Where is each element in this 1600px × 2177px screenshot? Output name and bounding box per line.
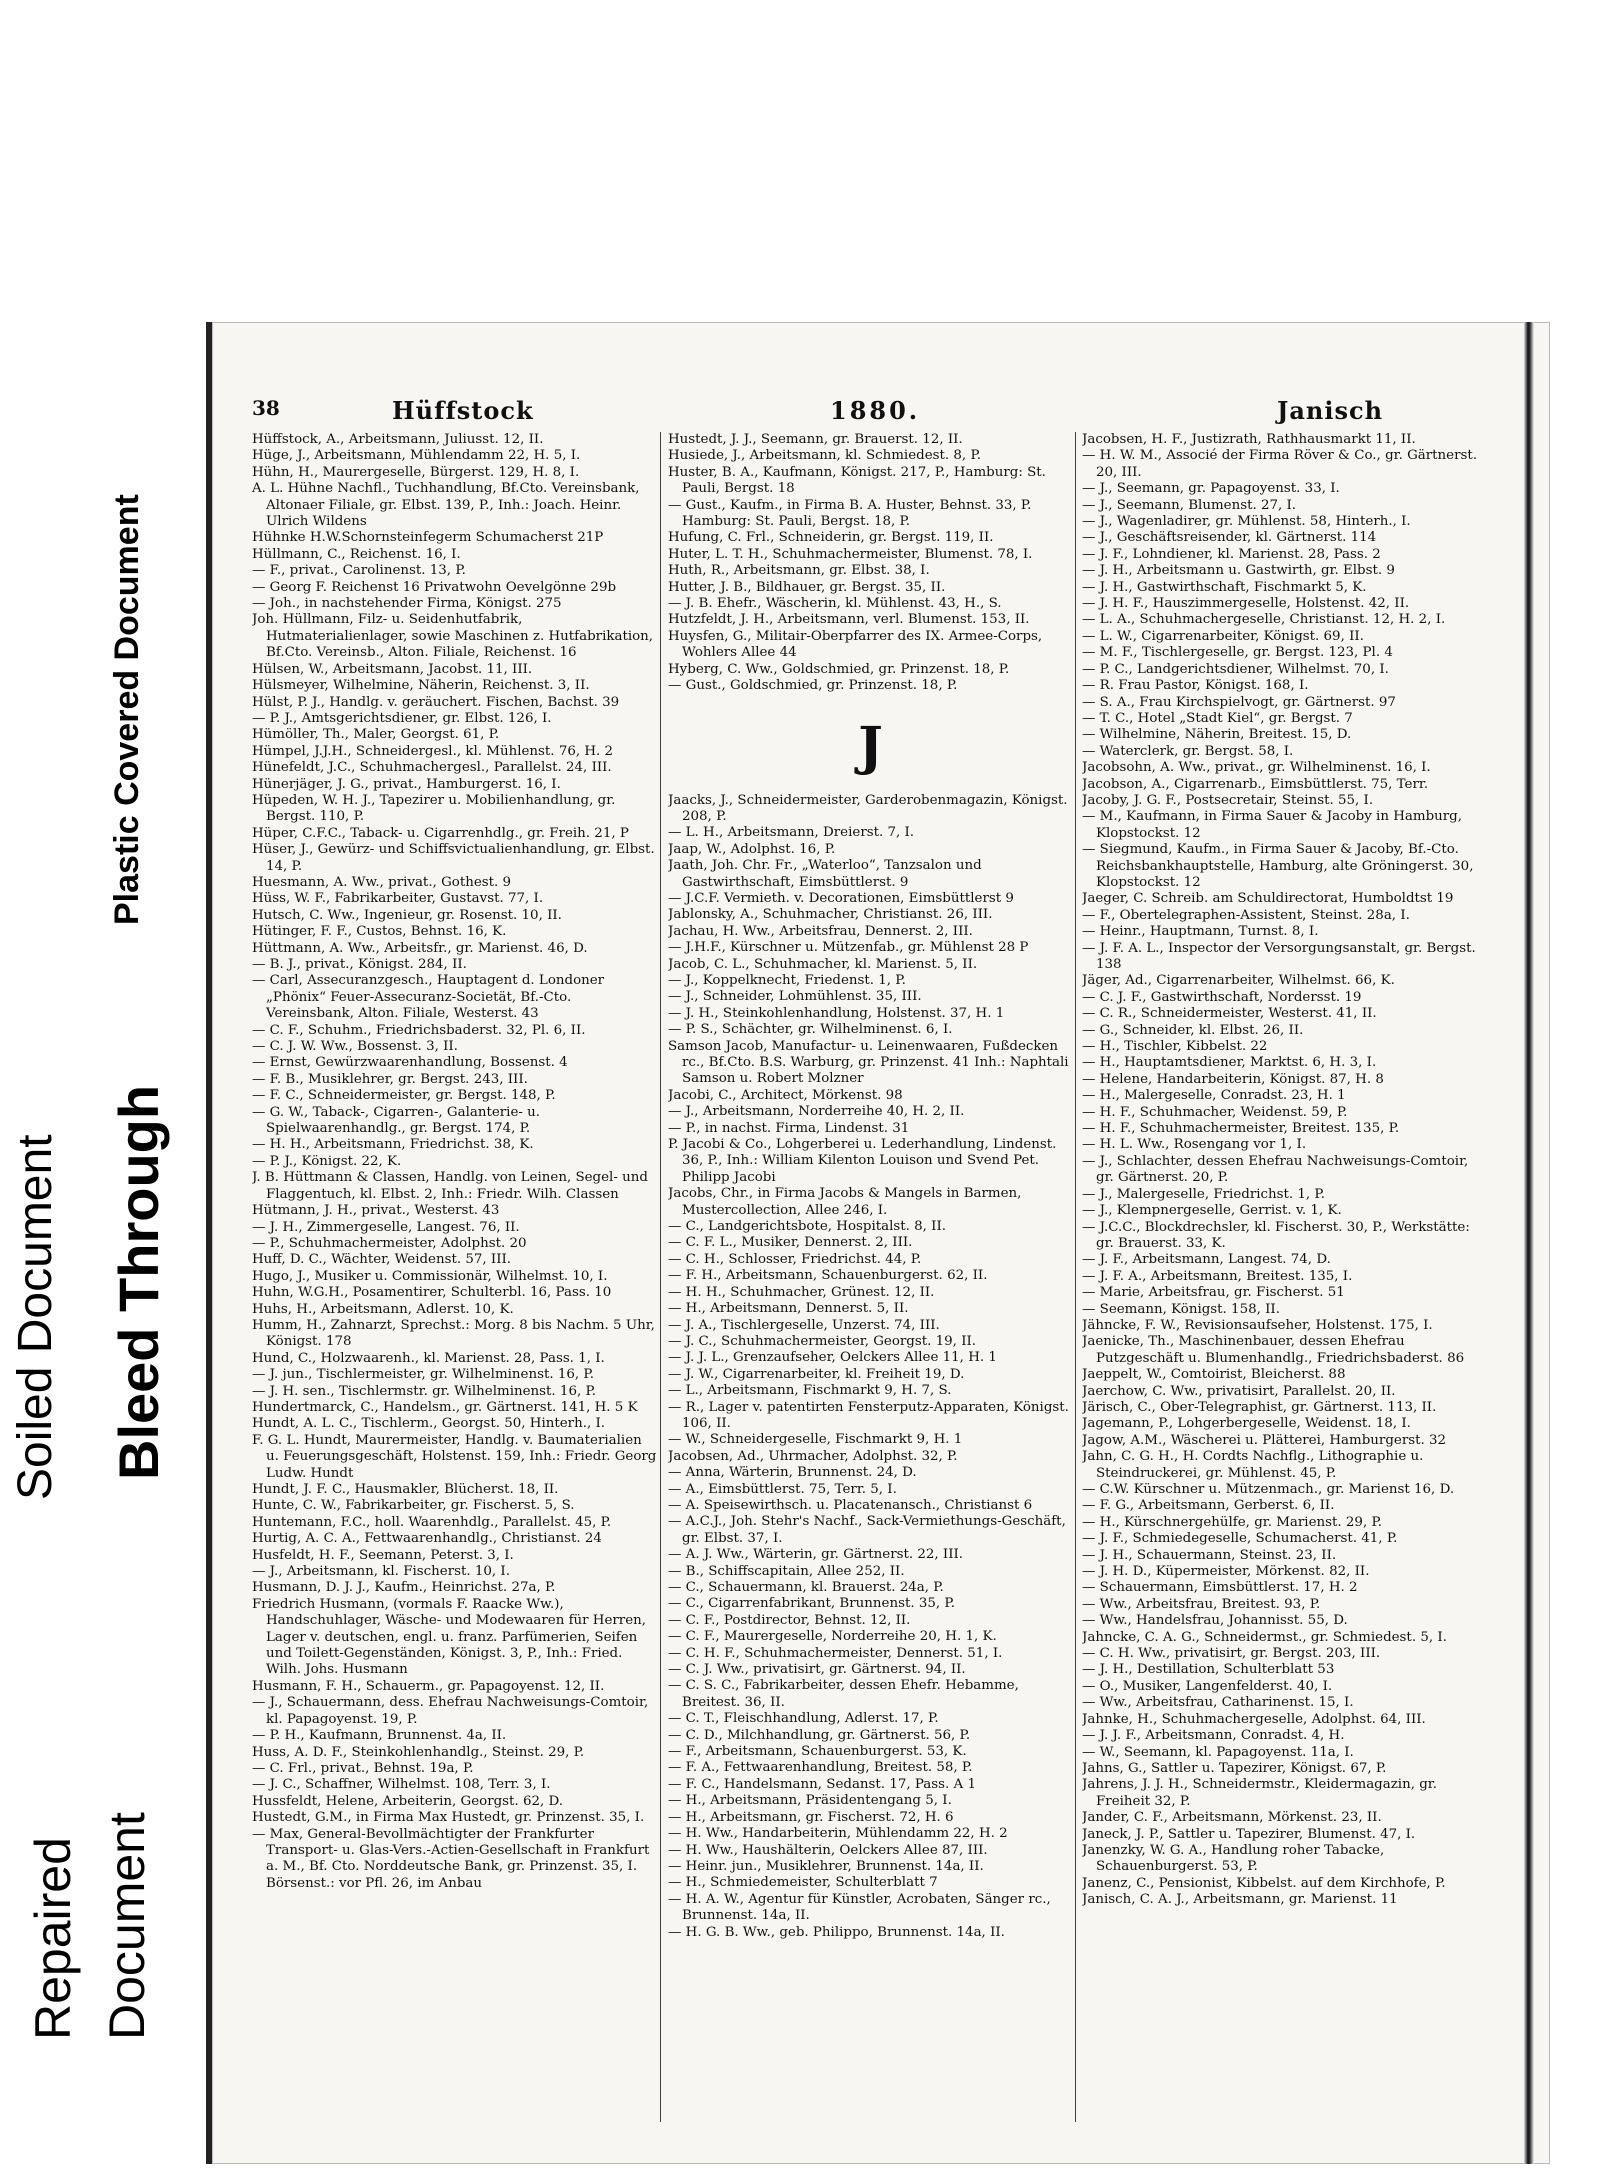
directory-entry: — J., Schauermann, dess. Ehefrau Nachweisungs-Comtoir, kl. Papagoyenst. 19, P. xyxy=(252,1695,649,1727)
directory-entry: Humm, H., Zahnarzt, Sprechst.: Morg. 8 bis Nachm. 5 Uhr, Königst. 178 xyxy=(252,1317,655,1350)
directory-entry: — Carl, Assecuranzgesch., Hauptagent d. Londoner „Phönix“ Feuer-Assecuranz-Societät, Bf.-Cto. Vereinsbank, Alton. Filiale, Westerst. 43 xyxy=(252,973,605,1022)
directory-entry: — H. L. Ww., Rosengang vor 1, I. xyxy=(1082,1137,1307,1153)
directory-entry: — H. Ww., Handarbeiterin, Mühlendamm 22, H. 2 xyxy=(668,1826,1008,1842)
directory-entry: — H., Arbeitsmann, Präsidentengang 5, I. xyxy=(668,1793,952,1809)
scanned-page xyxy=(206,322,1550,2164)
directory-entry: Jahrens, J. J. H., Schneidermstr., Kleidermagazin, gr. Freiheit 32, P. xyxy=(1082,1777,1437,1809)
header-year: 1880. xyxy=(830,396,921,425)
directory-entry: — H., Arbeitsmann, gr. Fischerst. 72, H. 6 xyxy=(668,1809,954,1825)
directory-entry: — Heinr. jun., Musiklehrer, Brunnenst. 14a, II. xyxy=(668,1858,984,1874)
directory-entry: — C. F. L., Musiker, Dennerst. 2, III. xyxy=(668,1235,913,1251)
directory-entry: — A. Speisewirthsch. u. Placatenansch., Christianst 6 xyxy=(668,1497,1033,1513)
column-3 xyxy=(1082,432,1482,2132)
directory-entry: Huster, B. A., Kaufmann, Königst. 217, P., Hamburg: St. Pauli, Bergst. 18 xyxy=(668,464,1046,497)
directory-entry: — M., Kaufmann, in Firma Sauer & Jacoby in Hamburg, Klopstockst. 12 xyxy=(1082,809,1463,841)
directory-entry: — J., Schneider, Lohmühlenst. 35, III. xyxy=(668,989,922,1005)
directory-entry: — C. D., Milchhandlung, gr. Gärtnerst. 56, P. xyxy=(668,1727,971,1743)
directory-entry: Hülsen, W., Arbeitsmann, Jacobst. 11, III. xyxy=(252,661,533,677)
directory-entry: Jagow, A.M., Wäscherei u. Plätterei, Hamburgerst. 32 xyxy=(1082,1432,1447,1448)
directory-entry: Hüffstock, A., Arbeitsmann, Juliusst. 12, II. xyxy=(252,432,544,447)
directory-entry: Huesmann, A. Ww., privat., Gothest. 9 xyxy=(252,874,512,890)
directory-entry: — C. H. F., Schuhmachermeister, Dennerst. 51, I. xyxy=(668,1645,1003,1661)
directory-entry: — J., Geschäftsreisender, kl. Gärtnerst. 114 xyxy=(1082,530,1377,546)
directory-entry: Jähncke, F. W., Revisionsaufseher, Holstenst. 175, I. xyxy=(1082,1317,1433,1333)
directory-entry: Hundertmarck, C., Handelsm., gr. Gärtnerst. 141, H. 5 K xyxy=(252,1399,638,1415)
directory-entry: Hutzfeldt, J. H., Arbeitsmann, verl. Blumenst. 153, II. xyxy=(668,612,1030,628)
directory-entry: — J.H.F., Kürschner u. Mützenfab., gr. Mühlenst 28 P xyxy=(668,940,1029,956)
directory-entry: — Ww., Arbeitsfrau, Catharinenst. 15, I. xyxy=(1082,1695,1354,1711)
directory-entry: — Marie, Arbeitsfrau, gr. Fischerst. 51 xyxy=(1082,1285,1345,1301)
page-header xyxy=(252,396,1482,430)
directory-entry: — C. T., Fleischhandlung, Adlerst. 17, P. xyxy=(668,1711,939,1727)
column-divider xyxy=(660,432,661,2122)
directory-entry: Jaeger, C. Schreib. am Schuldirectorat, Humboldtst 19 xyxy=(1082,891,1454,907)
directory-entry: Huth, R., Arbeitsmann, gr. Elbst. 38, I. xyxy=(668,563,930,579)
directory-entry: Hüllmann, C., Reichenst. 16, I. xyxy=(252,546,461,562)
page-number: 38 xyxy=(252,396,280,420)
directory-entry: — C.W. Kürschner u. Mützenmach., gr. Marienst 16, D. xyxy=(1082,1482,1455,1497)
directory-entry: Hufung, C. Frl., Schneiderin, gr. Bergst. 119, II. xyxy=(668,530,994,546)
directory-entry: — H., Arbeitsmann, Dennerst. 5, II. xyxy=(668,1301,909,1317)
directory-entry: — J. H. F., Hauszimmergeselle, Holstenst. 42, II. xyxy=(1082,596,1410,612)
directory-entry: — Gust., Kaufm., in Firma B. A. Huster, Behnst. 33, P. Hamburg: St. Pauli, Bergst. 18, P. xyxy=(668,497,1032,530)
directory-entry: — J., Seemann, gr. Papagoyenst. 33, I. xyxy=(1082,481,1340,497)
directory-entry: — J. H., Zimmergeselle, Langest. 76, II. xyxy=(252,1219,520,1235)
directory-entry: Hundt, A. L. C., Tischlerm., Georgst. 50, Hinterh., I. xyxy=(252,1416,606,1432)
directory-entry: — F. A., Fettwaarenhandlung, Breitest. 58, P. xyxy=(668,1760,973,1776)
directory-entry: — H. H., Schuhmacher, Grünest. 12, II. xyxy=(668,1284,935,1300)
directory-entry: — Max, General-Bevollmächtigter der Frankfurter Transport- u. Glas-Vers.-Actien-Gesellschaft in Frankfurt a. M., Bf. Cto. Norddeutsche Bank, gr. Prinzenst. 35, I. Börsenst.: vor Pfl. 26, im Anbau xyxy=(252,1826,650,1891)
directory-entry: — J., Klempnergeselle, Gerrist. v. 1, K. xyxy=(1082,1203,1342,1219)
directory-entry: — J. F., Lohndiener, kl. Marienst. 28, Pass. 2 xyxy=(1082,546,1381,562)
header-left-word: Hüffstock xyxy=(392,396,534,425)
directory-entry: — W., Schneidergeselle, Fischmarkt 9, H. 1 xyxy=(668,1432,963,1448)
directory-entry: Jaenicke, Th., Maschinenbauer, dessen Ehefrau Putzgeschäft u. Blumenhandlg., Friedrichsbaderst. 86 xyxy=(1082,1334,1465,1366)
column-2 xyxy=(668,432,1073,2132)
directory-entry: — A., Eimsbüttlerst. 75, Terr. 5, I. xyxy=(668,1481,897,1497)
directory-entry: Hülsmeyer, Wilhelmine, Näherin, Reichenst. 3, II. xyxy=(252,678,590,694)
directory-entry: — B., Schiffscapitain, Allee 252, II. xyxy=(668,1563,905,1579)
directory-entry: Hünerjäger, J. G., privat., Hamburgerst. 16, I. xyxy=(252,776,561,792)
directory-entry: Hümpel, J.J.H., Schneidergesl., kl. Mühlenst. 76, H. 2 xyxy=(252,743,614,759)
side-label-document: Document xyxy=(99,1812,155,2040)
directory-entry: Jaath, Joh. Chr. Fr., „Waterloo“, Tanzsalon und Gastwirthschaft, Eimsbüttlerst. 9 xyxy=(668,858,982,890)
directory-entry: Jacobi, C., Architect, Mörkenst. 98 xyxy=(668,1087,903,1103)
directory-entry: Jäger, Ad., Cigarrenarbeiter, Wilhelmst. 66, K. xyxy=(1082,973,1395,989)
directory-entry: Jaeppelt, W., Comtoirist, Bleicherst. 88 xyxy=(1082,1367,1346,1383)
directory-entry: — J. H., Gastwirthschaft, Fischmarkt 5, K. xyxy=(1082,579,1367,595)
directory-entry: Huhn, W.G.H., Posamentirer, Schulterbl. 16, Pass. 10 xyxy=(252,1285,612,1301)
directory-entry: Husfeldt, H. F., Seemann, Peterst. 3, I. xyxy=(252,1547,514,1563)
directory-entry: — G. W., Taback-, Cigarren-, Galanterie- u. Spielwaarenhandlg., gr. Bergst. 174, P. xyxy=(252,1104,541,1137)
directory-entry: Hund, C., Holzwaarenh., kl. Marienst. 28, Pass. 1, I. xyxy=(252,1350,605,1366)
directory-entry: Jaap, W., Adolphst. 16, P. xyxy=(668,841,836,857)
directory-entry: Jahn, C. G. H., H. Cordts Nachflg., Lithographie u. Steindruckerei, gr. Mühlenst. 45, P. xyxy=(1082,1449,1424,1481)
directory-entry: — J. jun., Tischlermeister, gr. Wilhelminenst. 16, P. xyxy=(252,1367,594,1383)
directory-entry: Jahns, G., Sattler u. Tapezirer, Königst. 67, P. xyxy=(1082,1760,1387,1776)
directory-entry: — J. F., Schmiedegeselle, Schumacherst. 41, P. xyxy=(1082,1531,1398,1547)
directory-entry: — P. H., Kaufmann, Brunnenst. 4a, II. xyxy=(252,1728,507,1744)
directory-entry: — Wilhelmine, Näherin, Breitest. 15, D. xyxy=(1082,727,1352,743)
column-1 xyxy=(252,432,657,2132)
directory-entry: — Seemann, Königst. 158, II. xyxy=(1082,1301,1280,1317)
directory-entry: Hurtig, A. C. A., Fettwaarenhandlg., Christianst. 24 xyxy=(252,1531,602,1547)
directory-entry: — Anna, Wärterin, Brunnenst. 24, D. xyxy=(668,1465,917,1481)
directory-entry: Huter, L. T. H., Schuhmachermeister, Blumenst. 78, I. xyxy=(668,546,1033,562)
directory-entry: — P., in nachst. Firma, Lindenst. 31 xyxy=(668,1120,910,1136)
directory-entry: — J., Arbeitsmann, Norderreihe 40, H. 2, II. xyxy=(668,1104,965,1120)
directory-entry: — J. A., Tischlergeselle, Unzerst. 74, III. xyxy=(668,1317,940,1333)
directory-entry: — H. G. B. Ww., geb. Philippo, Brunnenst. 14a, II. xyxy=(668,1924,1005,1940)
directory-entry: Jacobsen, H. F., Justizrath, Rathhausmarkt 11, II. xyxy=(1082,432,1416,447)
directory-entry: — J., Seemann, Blumenst. 27, I. xyxy=(1082,497,1297,513)
directory-entry: Hüper, C.F.C., Taback- u. Cigarrenhdlg., gr. Freih. 21, P xyxy=(252,825,629,841)
directory-entry: — C. H., Schlosser, Friedrichst. 44, P. xyxy=(668,1251,922,1267)
directory-entry: — F., Obertelegraphen-Assistent, Steinst. 28a, I. xyxy=(1082,907,1410,923)
directory-entry: Jaacks, J., Schneidermeister, Garderobenmagazin, Königst. 208, P. xyxy=(668,792,1068,824)
directory-entry: Jacobsohn, A. Ww., privat., gr. Wilhelminenst. 16, I. xyxy=(1082,760,1431,776)
directory-entry: — F. B., Musiklehrer, gr. Bergst. 243, III. xyxy=(252,1071,528,1087)
directory-page xyxy=(252,396,1482,2136)
directory-entry: Hüser, J., Gewürz- und Schiffsvictualienhandlung, gr. Elbst. 14, P. xyxy=(252,842,655,874)
directory-entry: — J. J. F., Arbeitsmann, Conradst. 4, H. xyxy=(1082,1728,1345,1744)
directory-entry: — J., Koppelknecht, Friedenst. 1, P. xyxy=(668,972,906,988)
directory-entry: Hühnke H.W.Schornsteinfegerm Schumacherst 21P xyxy=(252,530,604,546)
side-label-soiled: Soiled Document xyxy=(9,1134,62,1500)
directory-entry: — Joh., in nachstehender Firma, Königst. 275 xyxy=(252,596,562,612)
directory-entry: — H., Tischler, Kibbelst. 22 xyxy=(1082,1039,1268,1055)
directory-entry: — R. Frau Pastor, Königst. 168, I. xyxy=(1082,678,1309,694)
directory-entry: Huhs, H., Arbeitsmann, Adlerst. 10, K. xyxy=(252,1301,514,1317)
directory-entry: Jacobson, A., Cigarrenarb., Eimsbüttlerst. 75, Terr. xyxy=(1082,776,1429,792)
directory-entry: Hümöller, Th., Maler, Georgst. 61, P. xyxy=(252,727,500,743)
directory-entry: — Georg F. Reichenst 16 Privatwohn Oevelgönne 29b xyxy=(252,579,617,595)
directory-entry: — J., Wagenladirer, gr. Mühlenst. 58, Hinterh., I. xyxy=(1082,514,1411,530)
directory-entry: — J., Arbeitsmann, kl. Fischerst. 10, I. xyxy=(252,1564,510,1580)
directory-entry: — F. G., Arbeitsmann, Gerberst. 6, II. xyxy=(1082,1498,1335,1514)
directory-entry: — L. H., Arbeitsmann, Dreierst. 7, I. xyxy=(668,825,915,841)
directory-entry: — C. R., Schneidermeister, Westerst. 41, II. xyxy=(1082,1006,1377,1022)
directory-entry: — C., Cigarrenfabrikant, Brunnenst. 35, P. xyxy=(668,1596,955,1612)
directory-entry: — P., Schuhmachermeister, Adolphst. 20 xyxy=(252,1235,527,1251)
directory-entry: Hutter, J. B., Bildhauer, gr. Bergst. 35, II. xyxy=(668,579,946,595)
directory-entry: — H. W. M., Associé der Firma Röver & Co., gr. Gärtnerst. 20, III. xyxy=(1082,448,1478,480)
directory-entry: — H. Ww., Haushälterin, Oelckers Allee 87, III. xyxy=(668,1842,988,1858)
directory-entry: — L. W., Cigarrenarbeiter, Königst. 69, II. xyxy=(1082,628,1364,644)
directory-entry: — J.C.C., Blockdrechsler, kl. Fischerst. 30, P., Werkstätte: gr. Brauerst. 33, K. xyxy=(1082,1219,1470,1251)
directory-entry: — Waterclerk, gr. Bergst. 58, I. xyxy=(1082,743,1294,759)
directory-entry: — J. B. Ehefr., Wäscherin, kl. Mühlenst. 43, H., S. xyxy=(668,596,1002,612)
directory-entry: Jacob, C. L., Schuhmacher, kl. Marienst. 5, II. xyxy=(668,956,978,972)
directory-entry: Hutsch, C. Ww., Ingenieur, gr. Rosenst. 10, II. xyxy=(252,907,562,923)
directory-entry: — J.C.F. Vermieth. v. Decorationen, Eimsbüttlerst 9 xyxy=(668,890,1014,906)
directory-entry: — Ww., Handelsfrau, Johannisst. 55, D. xyxy=(1082,1613,1348,1629)
directory-entry: — Helene, Handarbeiterin, Königst. 87, H. 8 xyxy=(1082,1071,1384,1087)
directory-entry: — C. F., Postdirector, Behnst. 12, II. xyxy=(668,1612,911,1628)
directory-entry: Janeck, J. P., Sattler u. Tapezirer, Blumenst. 47, I. xyxy=(1082,1826,1416,1842)
directory-entry: Hüss, W. F., Fabrikarbeiter, Gustavst. 77, I. xyxy=(252,891,544,907)
entry-columns xyxy=(252,432,1482,2132)
directory-entry: — C. H. Ww., privatisirt, gr. Bergst. 203, III. xyxy=(1082,1646,1381,1662)
directory-entry: Jacobs, Chr., in Firma Jacobs & Mangels in Barmen, Mustercollection, Allee 246, I. xyxy=(668,1186,1022,1218)
directory-entry: — L. A., Schuhmachergeselle, Christianst. 12, H. 2, I. xyxy=(1082,612,1446,628)
directory-entry: — J. W., Cigarrenarbeiter, kl. Freiheit 19, D. xyxy=(668,1366,965,1382)
page-edge xyxy=(1524,322,1534,2164)
directory-entry: Jacobsen, Ad., Uhrmacher, Adolphst. 32, P. xyxy=(668,1448,958,1464)
directory-entry: Husmann, F. H., Schauerm., gr. Papagoyenst. 12, II. xyxy=(252,1678,605,1694)
directory-entry: P. Jacobi & Co., Lohgerberei u. Lederhandlung, Lindenst. 36, P., Inh.: William Kilenton Louison und Svend Pet. Philipp Jacobi xyxy=(668,1137,1057,1185)
directory-entry: — C., Landgerichtsbote, Hospitalst. 8, II. xyxy=(668,1219,947,1235)
directory-entry: — J. H. D., Küpermeister, Mörkenst. 82, II. xyxy=(1082,1564,1370,1580)
directory-entry: Hütinger, F. F., Custos, Behnst. 16, K. xyxy=(252,924,507,940)
directory-entry: — Siegmund, Kaufm., in Firma Sauer & Jacoby, Bf.-Cto. Reichsbankhauptstelle, Hamburg, alte Gröningerst. 30, Klopstockst. 12 xyxy=(1082,842,1474,890)
side-label-plastic: Plastic Covered Document xyxy=(108,494,146,925)
directory-entry: — C. J. F., Gastwirthschaft, Nordersst. 19 xyxy=(1082,989,1362,1005)
directory-entry: — J. C., Schaffner, Wilhelmst. 108, Terr. 3, I. xyxy=(252,1777,551,1793)
directory-entry: Hugo, J., Musiker u. Commissionär, Wilhelmst. 10, I. xyxy=(252,1268,608,1284)
directory-entry: — C. J. W. Ww., Bossenst. 3, II. xyxy=(252,1039,458,1055)
directory-entry: — P. C., Landgerichtsdiener, Wilhelmst. 70, I. xyxy=(1082,661,1389,677)
directory-entry: — C. J. Ww., privatisirt, gr. Gärtnerst. 94, II. xyxy=(668,1662,966,1678)
side-label-repaired: Repaired xyxy=(25,1837,81,2040)
directory-entry: Hüpeden, W. H. J., Tapezirer u. Mobilienhandlung, gr. Bergst. 110, P. xyxy=(252,792,616,825)
directory-entry: — H., Kürschnergehülfe, gr. Marienst. 29, P. xyxy=(1082,1514,1383,1530)
directory-entry: — J. H., Arbeitsmann u. Gastwirth, gr. Elbst. 9 xyxy=(1082,563,1395,579)
directory-entry: Jander, C. F., Arbeitsmann, Mörkenst. 23, II. xyxy=(1082,1810,1382,1826)
directory-entry: Hussfeldt, Helene, Arbeiterin, Georgst. 62, D. xyxy=(252,1793,564,1809)
directory-entry: Janenzky, W. G. A., Handlung roher Tabacke, Schauenburgerst. 53, P. xyxy=(1082,1842,1385,1875)
directory-entry: — T. C., Hotel „Stadt Kiel“, gr. Bergst. 7 xyxy=(1082,710,1353,726)
directory-entry: Jahncke, C. A. G., Schneidermst., gr. Schmiedest. 5, I. xyxy=(1082,1629,1447,1645)
directory-entry: — C. Frl., privat., Behnst. 19a, P. xyxy=(252,1760,474,1776)
directory-entry: Hundt, J. F. C., Hausmakler, Blücherst. 18, II. xyxy=(252,1482,559,1497)
directory-entry: Hülst, P. J., Handlg. v. geräuchert. Fischen, Bachst. 39 xyxy=(252,694,620,710)
directory-entry: Hütmann, J. H., privat., Westerst. 43 xyxy=(252,1203,500,1219)
directory-entry: Järisch, C., Ober-Telegraphist, gr. Gärtnerst. 113, II. xyxy=(1082,1399,1437,1415)
directory-entry: — O., Musiker, Langenfelderst. 40, I. xyxy=(1082,1678,1333,1694)
directory-entry: — J. F. A., Arbeitsmann, Breitest. 135, I. xyxy=(1082,1268,1353,1284)
directory-entry: Jaerchow, C. Ww., privatisirt, Parallelst. 20, II. xyxy=(1082,1383,1396,1399)
header-right-word: Janisch xyxy=(1277,396,1384,425)
directory-entry: — F. C., Schneidermeister, gr. Bergst. 148, P. xyxy=(252,1088,556,1104)
directory-entry: — H., Hauptamtsdiener, Marktst. 6, H. 3, I. xyxy=(1082,1055,1377,1071)
directory-entry: — J. H., Schauermann, Steinst. 23, II. xyxy=(1082,1547,1337,1563)
directory-entry: — F. H., Arbeitsmann, Schauenburgerst. 62, II. xyxy=(668,1268,988,1284)
directory-entry: Jahnke, H., Schuhmachergeselle, Adolphst. 64, III. xyxy=(1082,1711,1426,1727)
directory-entry: Husiede, J., Arbeitsmann, kl. Schmiedest. 8, P. xyxy=(668,448,981,464)
directory-entry: — J. J. L., Grenzaufseher, Oelckers Allee 11, H. 1 xyxy=(668,1350,997,1366)
directory-entry: — J. F. A. L., Inspector der Versorgungsanstalt, gr. Bergst. 138 xyxy=(1082,940,1476,972)
column-divider xyxy=(1075,432,1076,2122)
directory-entry: Hüge, J., Arbeitsmann, Mühlendamm 22, H. 5, I. xyxy=(252,448,581,464)
directory-entry: — A.C.J., Joh. Stehr's Nachf., Sack-Vermiethungs-Geschäft, gr. Elbst. 37, I. xyxy=(668,1514,1066,1546)
directory-entry: — H., Schmiedemeister, Schulterblatt 7 xyxy=(668,1875,938,1891)
directory-entry: — F., Arbeitsmann, Schauenburgerst. 53, K. xyxy=(668,1744,967,1760)
directory-entry: — P. S., Schächter, gr. Wilhelminenst. 6, I. xyxy=(668,1022,953,1038)
directory-entry: Janisch, C. A. J., Arbeitsmann, gr. Marienst. 11 xyxy=(1082,1892,1398,1908)
directory-entry: — Ww., Arbeitsfrau, Breitest. 93, P. xyxy=(1082,1596,1321,1612)
side-label-bleed: Bleed Through xyxy=(107,1084,170,1480)
directory-entry: Jagemann, P., Lohgerbergeselle, Weidenst. 18, I. xyxy=(1082,1416,1411,1432)
directory-entry: — A. J. Ww., Wärterin, gr. Gärtnerst. 22, III. xyxy=(668,1547,964,1563)
directory-entry: Huss, A. D. F., Steinkohlenhandlg., Steinst. 29, P. xyxy=(252,1744,585,1760)
directory-entry: — J., Malergeselle, Friedrichst. 1, P. xyxy=(1082,1186,1325,1202)
directory-entry: Huff, D. C., Wächter, Weidenst. 57, III. xyxy=(252,1252,512,1268)
directory-entry: — G., Schneider, kl. Elbst. 26, II. xyxy=(1082,1022,1304,1038)
directory-entry: — F. C., Handelsmann, Sedanst. 17, Pass. A 1 xyxy=(668,1776,976,1792)
directory-entry: — C. S. C., Fabrikarbeiter, dessen Ehefr. Hebamme, Breitest. 36, II. xyxy=(668,1678,1019,1710)
directory-entry: — H. F., Schuhmachermeister, Breitest. 135, P. xyxy=(1082,1121,1400,1137)
directory-entry: Hustedt, J. J., Seemann, gr. Brauerst. 12, II. xyxy=(668,432,963,447)
directory-entry: — J. F., Arbeitsmann, Langest. 74, D. xyxy=(1082,1252,1331,1268)
directory-entry: — B. J., privat., Königst. 284, II. xyxy=(252,957,467,972)
directory-entry: — W., Seemann, kl. Papagoyenst. 11a, I. xyxy=(1082,1744,1354,1760)
directory-entry: Friedrich Husmann, (vormals F. Raacke Ww.), Handschuhlager, Wäsche- und Modewaaren für Herren, Lager v. deutschen, engl. u. franz. Parfümerien, Seifen und Toilett-Gegenständen, Königst. 3, P., Inh.: Fried. Wilh. Johs. Husmann xyxy=(252,1596,647,1678)
directory-entry: — H. A. W., Agentur für Künstler, Acrobaten, Sänger rc., Brunnenst. 14a, II. xyxy=(668,1891,1051,1924)
directory-entry: — H. H., Arbeitsmann, Friedrichst. 38, K. xyxy=(252,1137,534,1153)
directory-entry: — M. F., Tischlergeselle, gr. Bergst. 123, Pl. 4 xyxy=(1082,645,1393,661)
directory-entry: — P. J., Amtsgerichtsdiener, gr. Elbst. 126, I. xyxy=(252,710,552,726)
directory-entry: Hüttmann, A. Ww., Arbeitsfr., gr. Marienst. 46, D. xyxy=(252,940,588,956)
directory-entry: Jachau, H. Ww., Arbeitsfrau, Dennerst. 2, III. xyxy=(668,923,973,939)
directory-entry: — J. H., Destillation, Schulterblatt 53 xyxy=(1082,1662,1335,1678)
directory-entry: — J., Schlachter, dessen Ehefrau Nachweisungs-Comtoir, gr. Gärtnerst. 20, P. xyxy=(1082,1153,1469,1186)
directory-entry: — J. H., Steinkohlenhandlung, Holstenst. 37, H. 1 xyxy=(668,1005,1005,1021)
directory-entry: — Heinr., Hauptmann, Turnst. 8, I. xyxy=(1082,924,1319,940)
directory-entry: Jacoby, J. G. F., Postsecretair, Steinst. 55, I. xyxy=(1082,792,1374,808)
directory-entry: — C. F., Schuhm., Friedrichsbaderst. 32, Pl. 6, II. xyxy=(252,1022,586,1038)
directory-entry: — F., privat., Carolinenst. 13, P. xyxy=(252,563,466,579)
directory-entry: J. B. Hüttmann & Classen, Handlg. von Leinen, Segel- und Flaggentuch, kl. Elbst. 2, Inh.: Friedr. Wilh. Classen xyxy=(252,1170,648,1202)
directory-entry: — C., Schauermann, kl. Brauerst. 24a, P. xyxy=(668,1580,944,1595)
directory-entry: — C. F., Maurergeselle, Norderreihe 20, H. 1, K. xyxy=(668,1629,997,1645)
directory-entry: Hunte, C. W., Fabrikarbeiter, gr. Fischerst. 5, S. xyxy=(252,1498,575,1514)
directory-entry: — R., Lager v. patentirten Fensterputz-Apparaten, Königst. 106, II. xyxy=(668,1399,1069,1431)
directory-entry: Janenz, C., Pensionist, Kibbelst. auf dem Kirchhofe, P. xyxy=(1082,1875,1446,1891)
directory-entry: — H., Malergeselle, Conradst. 23, H. 1 xyxy=(1082,1088,1346,1104)
directory-entry: — Schauermann, Eimsbüttlerst. 17, H. 2 xyxy=(1082,1580,1358,1596)
directory-entry: Jablonsky, A., Schuhmacher, Christianst. 26, III. xyxy=(668,907,993,923)
directory-entry: Hustedt, G.M., in Firma Max Hustedt, gr. Prinzenst. 35, I. xyxy=(252,1810,645,1826)
directory-entry: Hühn, H., Maurergeselle, Bürgerst. 129, H. 8, I. xyxy=(252,464,580,480)
directory-entry: Samson Jacob, Manufactur- u. Leinenwaaren, Fußdecken rc., Bf.Cto. B.S. Warburg, gr. Prinzenst. 41 Inh.: Naphtali Samson u. Robert Molzner xyxy=(668,1038,1069,1087)
directory-entry: F. G. L. Hundt, Maurermeister, Handlg. v. Baumaterialien u. Feuerungsgeschäft, Holstenst. 159, Inh.: Friedr. Georg Ludw. Hundt xyxy=(252,1432,657,1481)
directory-entry: — P. J., Königst. 22, K. xyxy=(252,1153,402,1169)
directory-entry: — J. C., Schuhmachermeister, Georgst. 19, II. xyxy=(668,1333,977,1349)
directory-entry: Hyberg, C. Ww., Goldschmied, gr. Prinzenst. 18, P. xyxy=(668,661,1010,677)
directory-entry: — J. H. sen., Tischlermstr. gr. Wilhelminenst. 16, P. xyxy=(252,1383,597,1399)
directory-entry: Huntemann, F.C., holl. Waarenhdlg., Parallelst. 45, P. xyxy=(252,1514,612,1530)
directory-entry: — S. A., Frau Kirchspielvogt, gr. Gärtnerst. 97 xyxy=(1082,694,1396,710)
directory-entry: Huysfen, G., Militair-Oberpfarrer des IX. Armee-Corps, Wohlers Allee 44 xyxy=(668,628,1043,661)
section-letter: J xyxy=(858,715,883,777)
column-2-bottom xyxy=(668,793,1073,1941)
directory-entry: — Ernst, Gewürzwaarenhandlung, Bossenst. 4 xyxy=(252,1055,568,1071)
directory-entry: — H. F., Schuhmacher, Weidenst. 59, P. xyxy=(1082,1104,1348,1120)
directory-entry: Hünefeldt, J.C., Schuhmachergesl., Parallelst. 24, III. xyxy=(252,760,612,776)
directory-entry: A. L. Hühne Nachfl., Tuchhandlung, Bf.Cto. Vereinsbank, Altonaer Filiale, gr. Elbst. 139, P., Inh.: Joach. Heinr. Ulrich Wildens xyxy=(252,481,640,530)
directory-entry: Joh. Hüllmann, Filz- u. Seidenhutfabrik, Hutmaterialienlager, sowie Maschinen z. Hutfabrikation, Bf.Cto. Vereinsb., Alton. Filiale, Reichenst. 16 xyxy=(252,612,654,661)
directory-entry: Husmann, D. J. J., Kaufm., Heinrichst. 27a, P. xyxy=(252,1580,556,1596)
directory-entry: — Gust., Goldschmied, gr. Prinzenst. 18, P. xyxy=(668,678,958,694)
column-2-top xyxy=(668,432,1073,695)
directory-entry: — L., Arbeitsmann, Fischmarkt 9, H. 7, S. xyxy=(668,1383,952,1399)
